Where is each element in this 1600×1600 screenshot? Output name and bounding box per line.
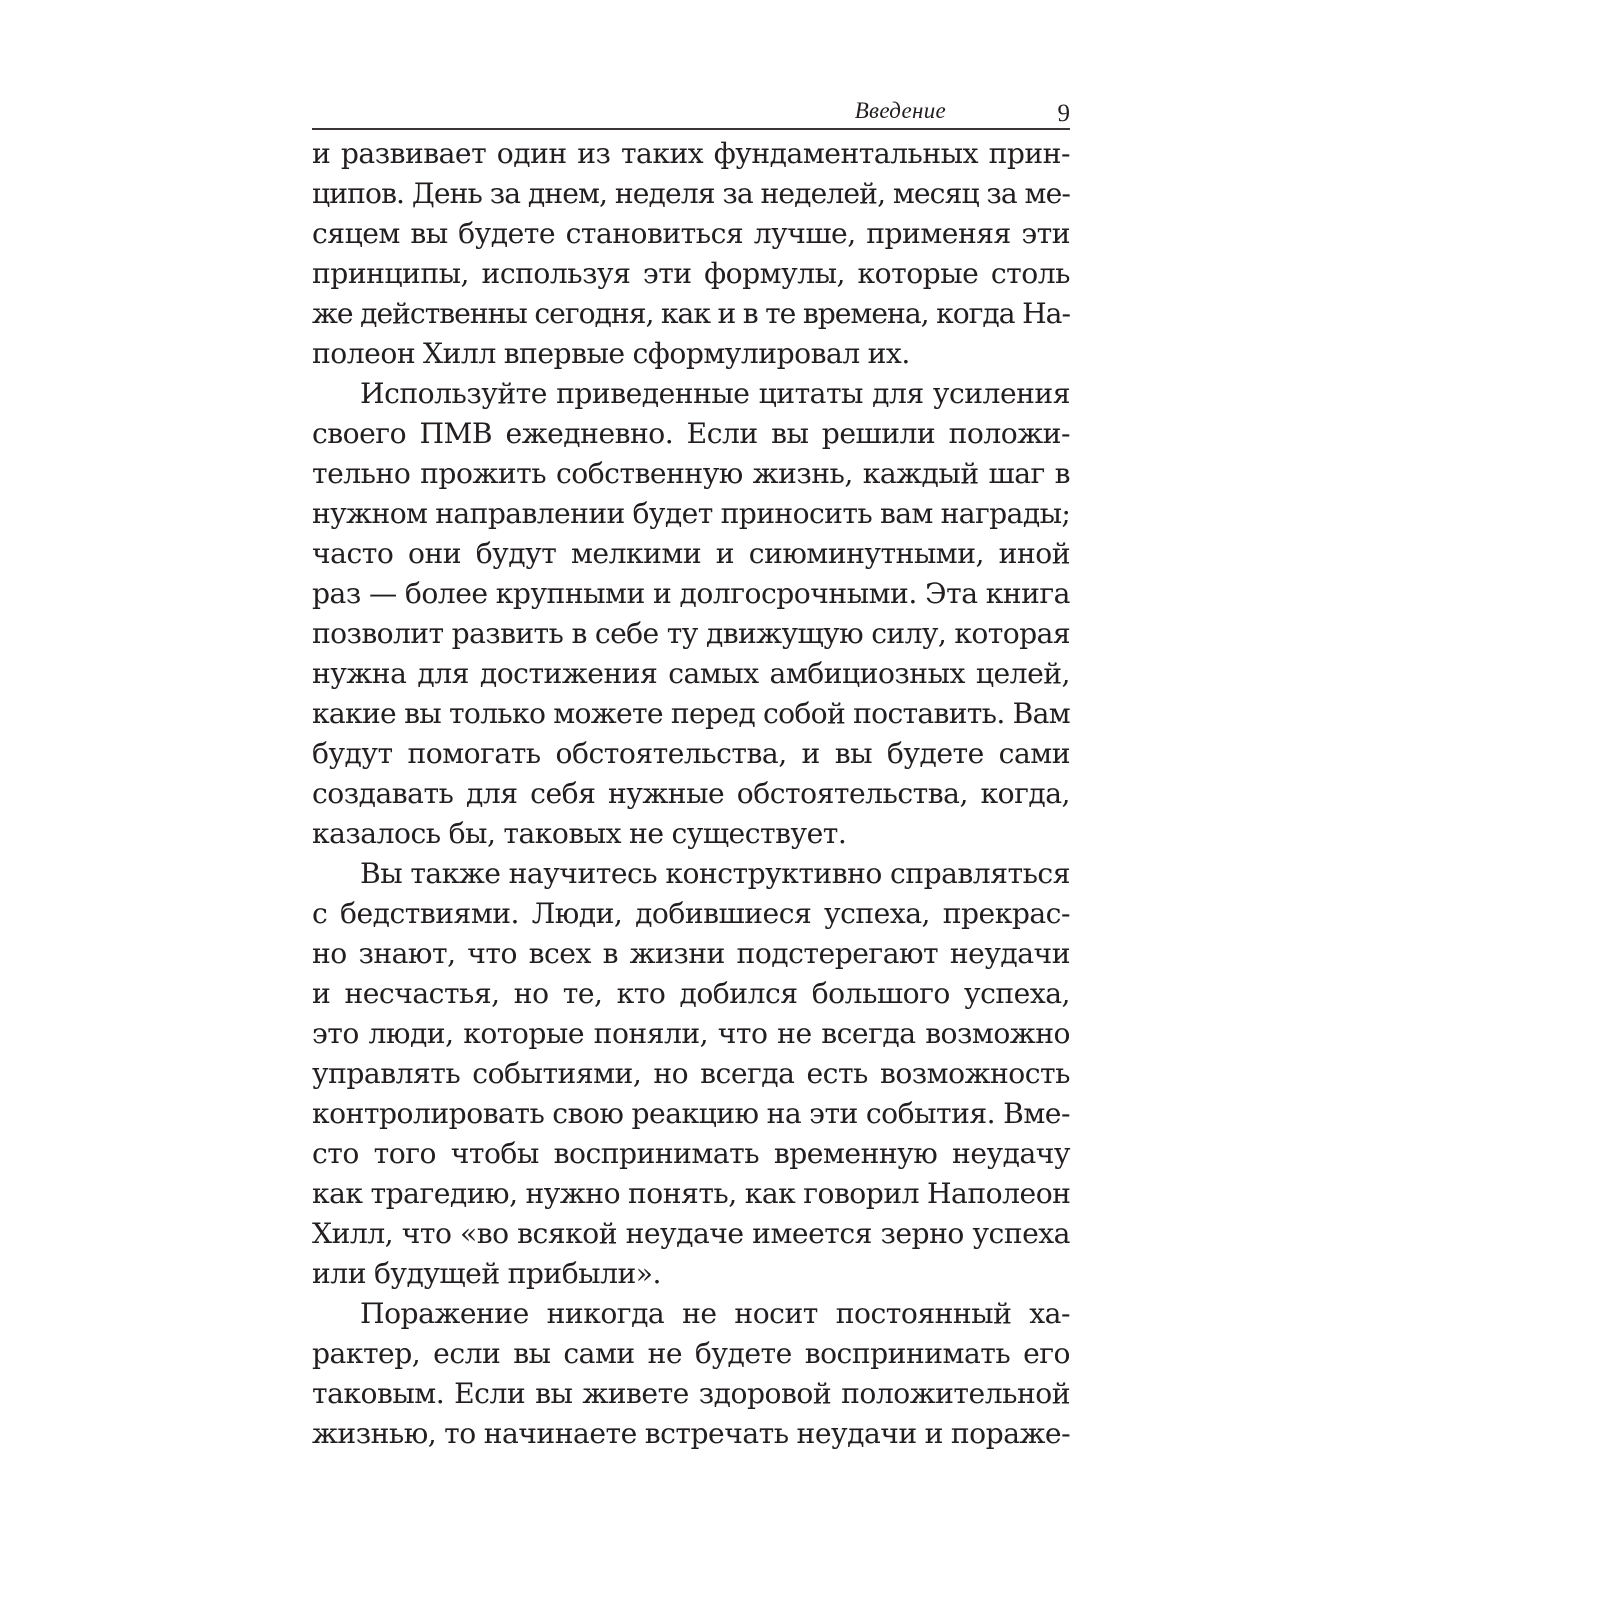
text-line: тельно прожить собственную жизнь, каждый шаг в <box>312 457 1070 490</box>
page-number: 9 <box>1057 100 1070 127</box>
paragraph <box>312 854 1070 1294</box>
body-text <box>312 134 1070 1454</box>
text-line: сто того чтобы воспринимать временную неудачу <box>312 1137 1070 1170</box>
paragraph <box>312 1294 1070 1454</box>
text-line: управлять событиями, но всегда есть возможность <box>312 1057 1070 1090</box>
text-line: и несчастья, но те, кто добился большого успеха, <box>312 977 1070 1010</box>
text-line: но знают, что всех в жизни подстерегают неудачи <box>312 937 1070 970</box>
text-line: жизнью, то начинаете встречать неудачи и пораже- <box>312 1417 1071 1450</box>
text-line: какие вы только можете перед собой поставить. Вам <box>312 697 1070 730</box>
section-title: Введение <box>854 98 946 123</box>
text-line: часто они будут мелкими и сиюминутными, иной <box>312 537 1070 570</box>
text-line: Вы также научитесь конструктивно справляться <box>360 857 1070 890</box>
text-line: таковым. Если вы живете здоровой положительной <box>312 1377 1070 1410</box>
text-line: сяцем вы будете становиться лучше, применяя эти <box>312 217 1070 250</box>
text-line: позволит развить в себе ту движущую силу, которая <box>312 617 1070 650</box>
text-line: Поражение никогда не носит постоянный ха- <box>360 1297 1070 1330</box>
text-line: рактер, если вы сами не будете воспринимать его <box>312 1337 1070 1370</box>
text-line: будут помогать обстоятельства, и вы будете сами <box>312 737 1070 770</box>
text-line: полеон Хилл впервые сформулировал их. <box>312 337 910 370</box>
text-line: контролировать свою реакцию на эти события. Вме- <box>312 1097 1070 1130</box>
text-line: раз — более крупными и долгосрочными. Эта книга <box>312 577 1070 610</box>
text-line: или будущей прибыли». <box>312 1257 661 1290</box>
text-line: казалось бы, таковых не существует. <box>312 817 847 850</box>
text-line: принципы, используя эти формулы, которые столь <box>312 257 1070 290</box>
book-page <box>312 96 1070 1454</box>
text-line: Используйте приведенные цитаты для усиления <box>360 377 1070 410</box>
text-line: ципов. День за днем, неделя за неделей, месяц за ме- <box>312 177 1070 210</box>
text-line: с бедствиями. Люди, добившиеся успеха, прекрас- <box>312 897 1070 930</box>
text-line: нужна для достижения самых амбициозных целей, <box>312 657 1070 690</box>
text-line: и развивает один из таких фундаментальных прин- <box>312 137 1070 170</box>
text-line: своего ПМВ ежедневно. Если вы решили положи- <box>312 417 1070 450</box>
paragraph <box>312 374 1070 854</box>
paragraph <box>312 134 1070 374</box>
text-line: это люди, которые поняли, что не всегда возможно <box>312 1017 1070 1050</box>
text-line: нужном направлении будет приносить вам награды; <box>312 497 1071 530</box>
text-line: создавать для себя нужные обстоятельства, когда, <box>312 777 1070 810</box>
text-line: же действенны сегодня, как и в те времена, когда На- <box>312 297 1070 330</box>
text-line: Хилл, что «во всякой неудаче имеется зерно успеха <box>312 1217 1070 1250</box>
running-header <box>312 96 1070 130</box>
text-line: как трагедию, нужно понять, как говорил Наполеон <box>312 1177 1071 1210</box>
